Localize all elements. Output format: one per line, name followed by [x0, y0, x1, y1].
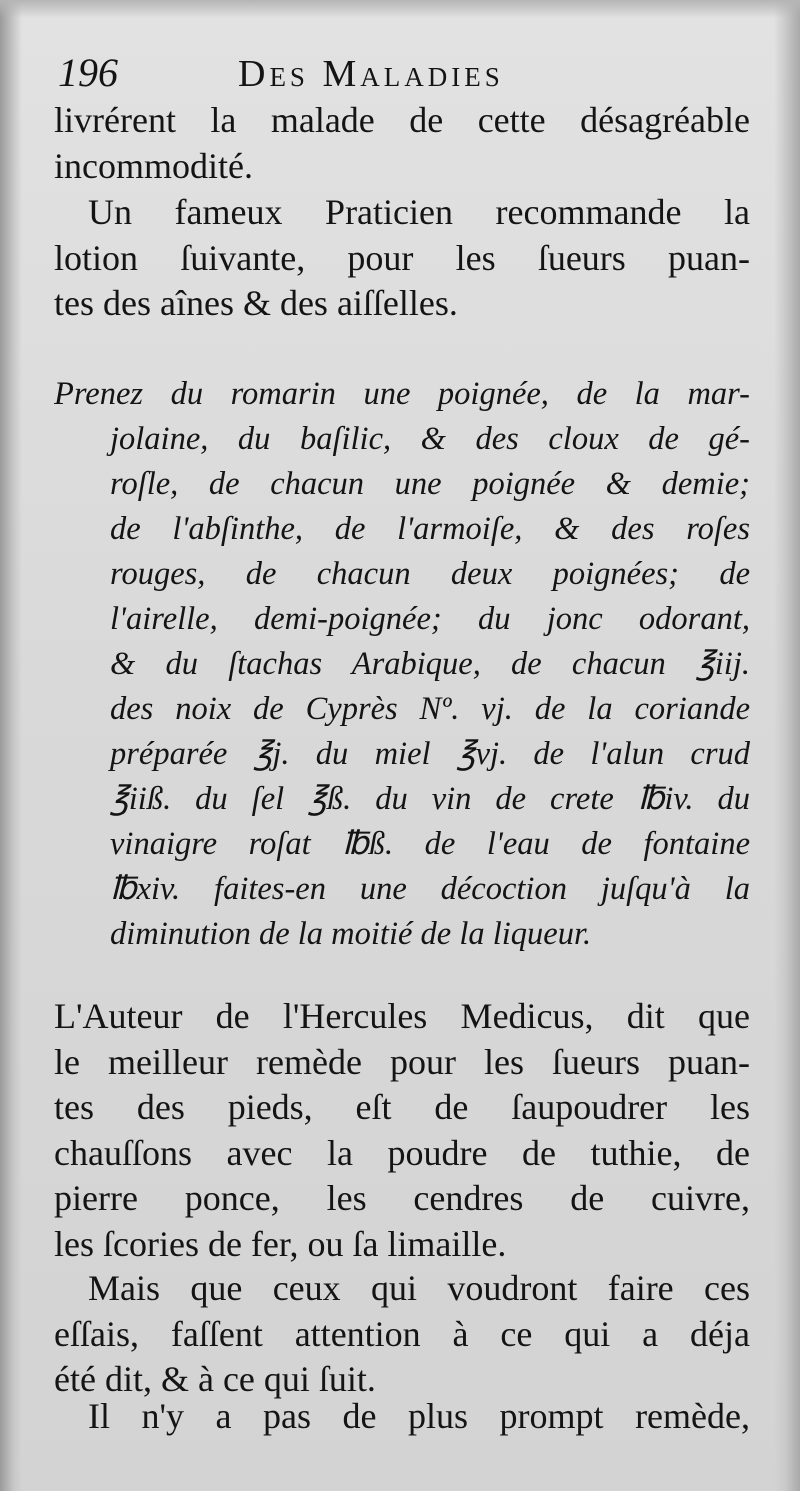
recipe-line: vinaigre roſat ℔ß. de l'eau de fontaine [110, 826, 750, 862]
text-line: L'Auteur de l'Hercules Medicus, dit que [54, 996, 750, 1036]
text-line: été dit, & à ce qui ſuit. [54, 1359, 376, 1399]
text-line: eſſais, faſſent attention à ce qui a déja [54, 1313, 750, 1354]
page-number: 196 [58, 50, 118, 95]
recipe-line: diminution de la moitié de la liqueur. [110, 916, 592, 952]
recipe-line: de l'abſinthe, de l'armoiſe, & des roſes [110, 511, 750, 547]
recipe-line: jolaine, du baſilic, & des cloux de gé- [110, 421, 750, 457]
text-line: tes des pieds, eſt de ſaupoudrer les [54, 1087, 750, 1127]
paragraph-3 [54, 994, 750, 1267]
recipe-line: préparée ℥j. du miel ℥vj. de l'alun crud [110, 736, 750, 772]
text-line: livrérent la malade de cette désagréable [54, 100, 750, 140]
recipe-line: ℥iiß. du ſel ℥ß. du vin de crete ℔iv. du [110, 781, 750, 817]
text-line: pierre ponce, les cendres de cuivre, [54, 1178, 750, 1218]
text-line: incommodité. [54, 145, 253, 186]
recipe-line: Prenez du romarin une poignée, de la mar- [54, 376, 750, 412]
text-line: chauſſons avec la poudre de tuthie, de [54, 1132, 750, 1173]
recipe-line: roſle, de chacun une poignée & demie; [110, 466, 750, 502]
page-edge-right [774, 0, 800, 1491]
recipe-line: l'airelle, demi-poignée; du jonc odorant, [110, 601, 750, 637]
paragraph-5 [54, 1394, 750, 1440]
text-line: les ſcories de fer, ou ſa limaille. [54, 1223, 507, 1264]
page-edge-left [0, 0, 22, 1491]
text-line: tes des aînes & des aiſſelles. [54, 283, 458, 323]
recipe-line: des noix de Cyprès Nº. vj. de la coriande [110, 691, 750, 727]
text-line: le meilleur remède pour les ſueurs puan- [54, 1041, 750, 1082]
paragraph-1 [54, 98, 750, 189]
paragraph-4 [54, 1266, 750, 1403]
page-edge-top [0, 0, 800, 18]
text-line: Il n'y a pas de plus prompt remède, [88, 1396, 750, 1436]
page-header [58, 50, 748, 96]
text-line: Un fameux Praticien recommande la [88, 192, 750, 232]
recipe-line: rouges, de chacun deux poignées; de [110, 556, 750, 592]
recipe-line: & du ſtachas Arabique, de chacun ℥iij. [110, 646, 750, 682]
paragraph-2 [54, 190, 750, 327]
text-line: lotion ſuivante, pour les ſueurs puan- [54, 237, 750, 278]
recipe-block [54, 372, 750, 957]
running-head: Des Maladies [238, 53, 504, 95]
text-line: Mais que ceux qui voudront faire ces [88, 1268, 750, 1308]
recipe-line: ℔xiv. faites-en une décoction juſqu'à la [110, 871, 750, 907]
